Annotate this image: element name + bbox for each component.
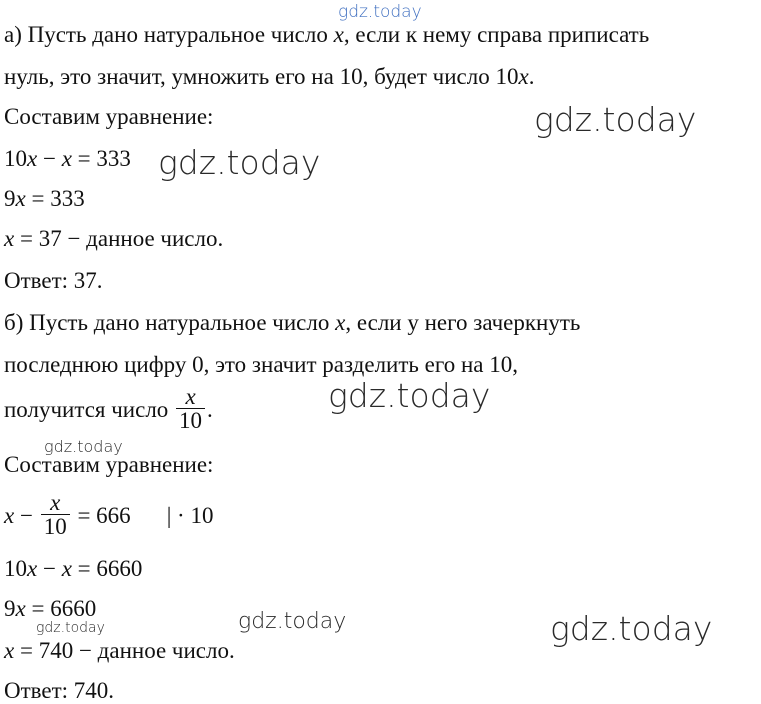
part-a-answer: Ответ: 37. [4, 268, 103, 293]
watermark: gdz.today [238, 609, 347, 634]
fraction [41, 492, 70, 539]
part-b-equation-3 [4, 596, 96, 622]
part-b-equation-4 [4, 638, 235, 664]
text: 10 [4, 146, 27, 171]
part-a-setup: Составим уравнение: [4, 104, 214, 129]
part-b-line-3 [4, 382, 213, 438]
watermark: gdz.today [44, 437, 123, 456]
text: . [528, 64, 535, 89]
text: = 333 [25, 186, 85, 211]
text: 10 [4, 556, 27, 581]
variable-x: x [4, 226, 15, 251]
watermark: gdz.today [328, 376, 491, 415]
text: , если к нему справа приписать [343, 22, 650, 47]
variable-x: x [27, 146, 38, 171]
text: − [14, 503, 39, 528]
variable-x: x [4, 503, 15, 528]
watermark: gdz.today [158, 143, 321, 182]
fraction-denominator: 10 [179, 408, 203, 434]
text: б) Пусть дано натуральное число [4, 310, 336, 335]
text: = 6660 [25, 596, 97, 621]
part-a-equation-3 [4, 226, 223, 252]
variable-x: x [15, 186, 26, 211]
fraction-numerator: x [50, 490, 61, 516]
fraction-numerator: x [185, 384, 196, 410]
part-a-equation-1 [4, 146, 131, 172]
part-b-line-1 [4, 310, 580, 336]
part-b-equation-1 [4, 488, 213, 544]
text: а) Пусть дано натуральное число [4, 22, 334, 47]
part-a-equation-2 [4, 186, 85, 212]
text: = 333 [71, 146, 131, 171]
text: нуль, это значит, умножить его на 10, будет число 10 [4, 64, 519, 89]
text: . [207, 397, 213, 422]
fraction [176, 386, 205, 433]
watermark: gdz.today [534, 100, 697, 139]
watermark-top: gdz.today [338, 2, 422, 22]
text: = 666 [71, 503, 131, 528]
text: 9 [4, 596, 16, 621]
text: − [37, 146, 62, 171]
part-b-equation-2 [4, 556, 142, 582]
variable-x: x [61, 146, 72, 171]
variable-x: x [335, 310, 346, 335]
text: 9 [4, 186, 16, 211]
variable-x: x [518, 64, 529, 89]
text: = 740 − данное число. [14, 638, 235, 663]
variable-x: x [15, 596, 26, 621]
variable-x: x [27, 556, 38, 581]
variable-x: x [4, 638, 15, 663]
watermark: gdz.today [550, 609, 713, 648]
part-b-line-2: последнюю цифру 0, это значит разделить его на 10, [4, 352, 518, 377]
watermark: gdz.today [36, 620, 105, 636]
text: получится число [4, 397, 175, 422]
part-b-answer: Ответ: 740. [4, 678, 115, 703]
variable-x: x [61, 556, 72, 581]
text: = 6660 [71, 556, 143, 581]
part-b-setup: Составим уравнение: [4, 452, 214, 477]
text: − [37, 556, 62, 581]
part-a-line-2 [4, 64, 534, 90]
part-a-line-1 [4, 22, 649, 48]
text: , если у него зачеркнуть [345, 310, 581, 335]
text: = 37 − данное число. [14, 226, 224, 251]
variable-x: x [333, 22, 344, 47]
fraction-denominator: 10 [43, 514, 67, 540]
multiplier-note: | · 10 [166, 503, 214, 528]
